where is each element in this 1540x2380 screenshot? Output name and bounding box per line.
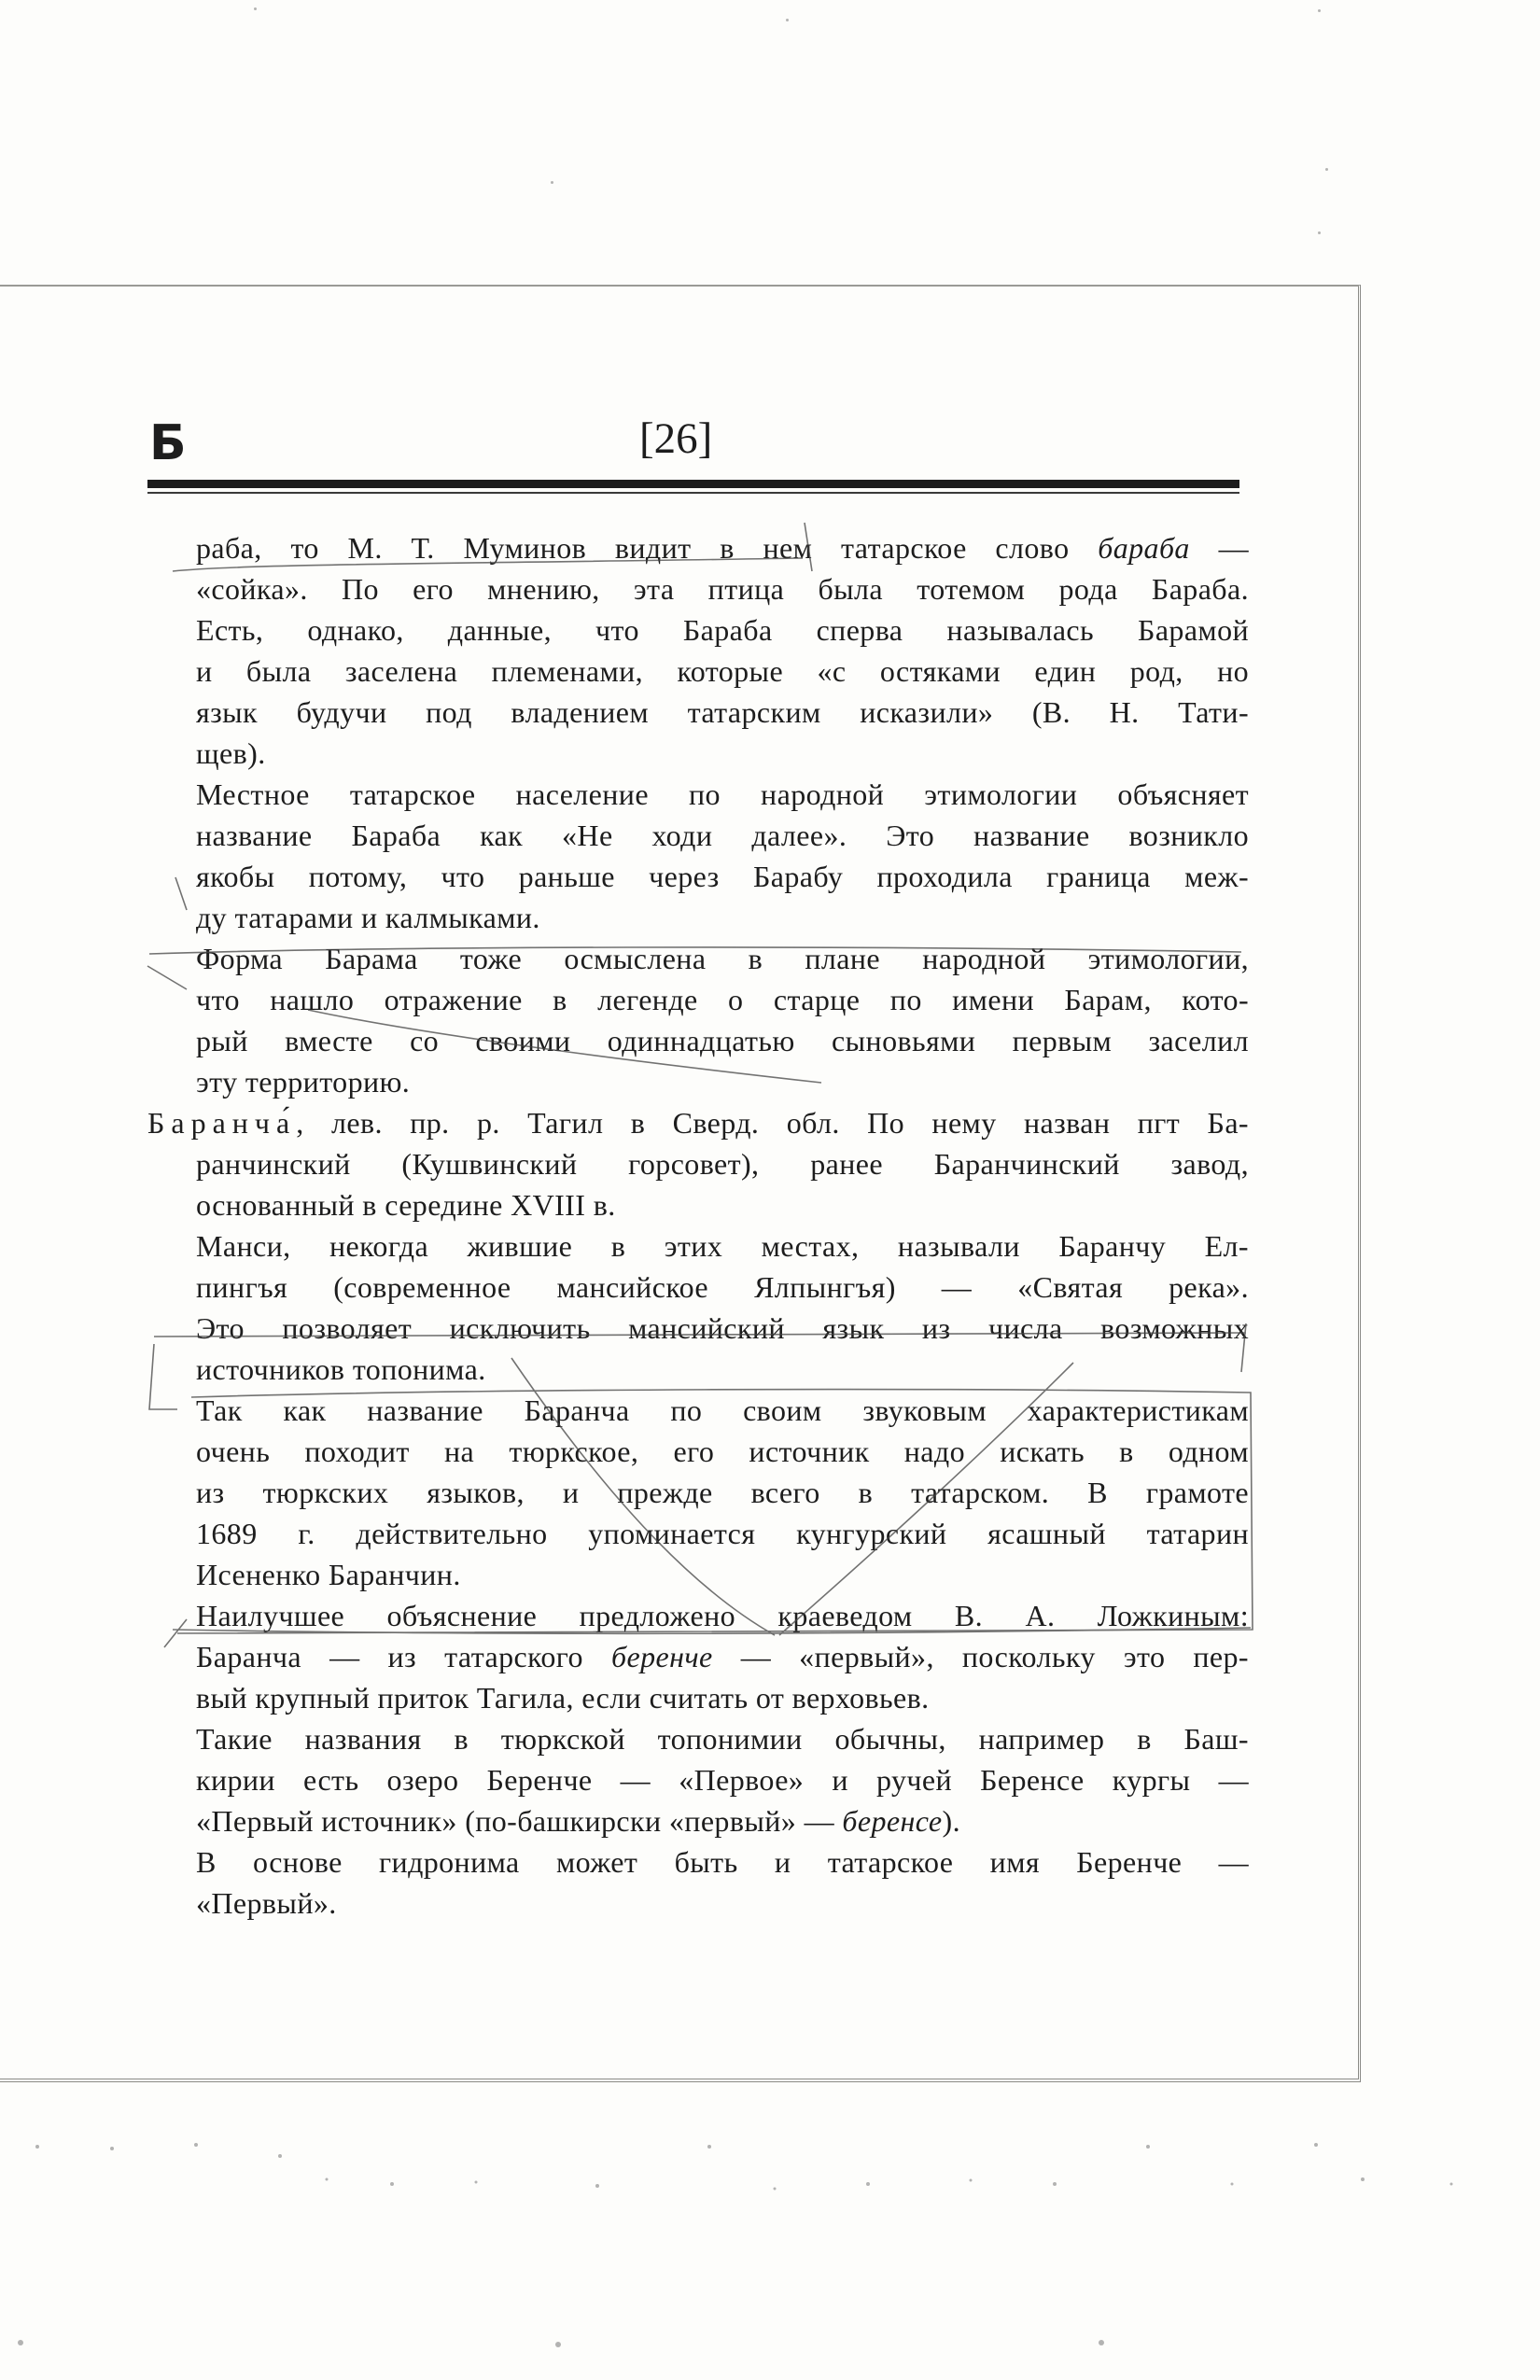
scan-speck <box>551 181 553 184</box>
text-line: название Бараба как «Не ходи далее». Это название возникло <box>196 819 1249 852</box>
text-line: В основе гидронима может быть и татарское имя Беренче — <box>196 1845 1249 1879</box>
text-line: щев). <box>196 736 266 770</box>
text-line: Такие названия в тюркской топонимии обычны, например в Баш- <box>196 1722 1249 1756</box>
text-line: раба, то М. Т. Муминов видит в нем татарское слово бараба — <box>196 531 1249 565</box>
paragraph-baraba-totem <box>147 527 1249 774</box>
scan-noise <box>0 2091 1540 2371</box>
text-line: и была заселена племенами, которые «с остяками един род, но <box>196 654 1249 688</box>
text-line: Исененко Баранчин. <box>196 1558 461 1591</box>
text-line: Манси, некогда жившие в этих местах, называли Баранчу Ел- <box>196 1229 1249 1263</box>
text-line: эту территорию. <box>196 1065 411 1099</box>
header-rule-thin <box>147 492 1239 494</box>
text-line: Наилучшее объяснение предложено краеведом В. А. Ложкиным: <box>196 1599 1249 1632</box>
text-line: очень походит на тюркское, его источник надо искать в одном <box>196 1435 1249 1468</box>
scan-speck <box>1318 9 1321 12</box>
scan-speck <box>1318 231 1321 234</box>
text-line: вый крупный приток Тагила, если считать от верховьев. <box>196 1681 930 1715</box>
text-line: язык будучи под владением татарским исказили» (В. Н. Тати- <box>196 695 1249 729</box>
paragraph-barancha-mansi <box>147 1225 1249 1390</box>
entry-headword-line: Баранча́, лев. пр. р. Тагил в Сверд. обл. По нему назван пгт Ба- <box>147 1106 1249 1140</box>
text-line: кирии есть озеро Беренче — «Первое» и ручей Беренсе кургы — <box>196 1763 1249 1797</box>
paragraph-barancha-bashkir <box>147 1718 1249 1841</box>
paragraph-barancha-lozhkin <box>147 1595 1249 1718</box>
section-letter: Б <box>149 415 187 471</box>
paragraph-barama-legend <box>147 938 1249 1102</box>
text-line: источников топонима. <box>196 1352 486 1386</box>
text-line: Местное татарское население по народной этимологии объясняет <box>196 777 1249 811</box>
paragraph-barancha-turkic <box>147 1390 1249 1595</box>
text-line: якобы потому, что раньше через Барабу проходила граница меж- <box>196 860 1249 893</box>
paragraph-baraba-folk <box>147 774 1249 938</box>
text-line: Форма Барама тоже осмыслена в плане народной этимологии, <box>196 942 1249 975</box>
text-line: Есть, однако, данные, что Бараба сперва называлась Барамой <box>196 613 1249 647</box>
text-line: Это позволяет исключить мансийский язык из числа возможных <box>196 1311 1249 1345</box>
page-number: [26] <box>639 414 713 463</box>
scan-speck <box>254 7 257 10</box>
entry-barancha <box>147 1102 1249 1225</box>
text-line: основанный в середине XVIII в. <box>196 1188 616 1222</box>
text-column <box>147 527 1249 1924</box>
text-line: из тюркских языков, и прежде всего в татарском. В грамоте <box>196 1476 1249 1509</box>
text-line: «Первый». <box>196 1886 337 1920</box>
text-line: Баранча — из татарского беренче — «первый», поскольку это пер- <box>196 1640 1249 1673</box>
text-line: «Первый источник» (по-башкирски «первый» — беренсе). <box>196 1804 961 1838</box>
text-line: 1689 г. действительно упоминается кунгурский ясашный татарин <box>196 1517 1249 1550</box>
text-line: пингъя (современное мансийское Ялпынгъя) — «Святая река». <box>196 1270 1249 1304</box>
text-line: рый вместе со своими одиннадцатью сыновьями первым заселил <box>196 1024 1249 1057</box>
scan-speck <box>786 19 789 21</box>
scan-speck <box>1325 168 1328 171</box>
text-line: ранчинский (Кушвинский горсовет), ранее Баранчинский завод, <box>196 1147 1249 1181</box>
header-rule <box>147 480 1239 488</box>
text-line: «сойка». По его мнению, эта птица была тотемом рода Бараба. <box>196 572 1249 606</box>
text-line: Так как название Баранча по своим звуковым характеристикам <box>196 1393 1249 1427</box>
text-line: ду татарами и калмыками. <box>196 901 540 934</box>
text-line: что нашло отражение в легенде о старце по имени Барам, кото- <box>196 983 1249 1016</box>
paragraph-barancha-name <box>147 1841 1249 1924</box>
